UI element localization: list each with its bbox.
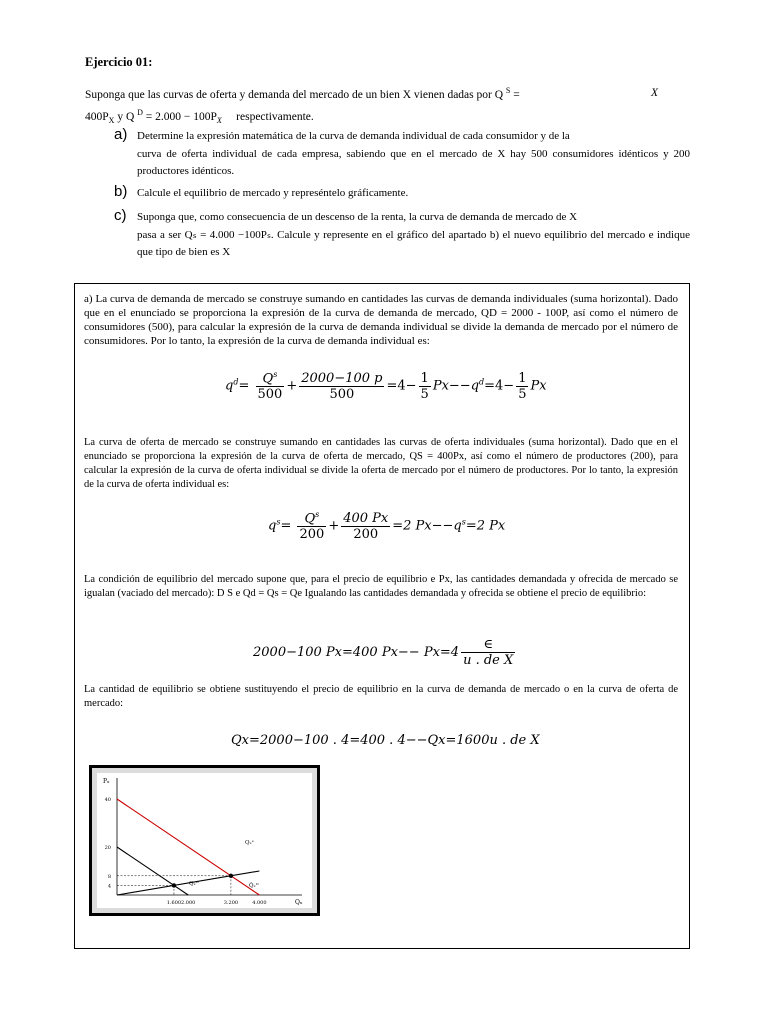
y-tick-label: 4	[107, 883, 111, 890]
x-tick-label: 4.000	[252, 900, 267, 906]
y-tick-label: 8	[107, 873, 111, 880]
intro-line-1: Suponga que las curvas de oferta y demanda del mercado de un bien X vienen dadas por Q $^S$ =	[85, 86, 520, 101]
equilibrium-point-0	[172, 883, 176, 887]
equilibrium-point-1	[229, 874, 233, 878]
series-label-0: Qₓˢ	[245, 840, 254, 846]
equation-equilibrium-price: 2000−100 Px=400 Px−− Px=4 $\frac{\in}{\text{u . de X}}$	[253, 637, 514, 668]
y-axis-label: Pₓ	[103, 778, 110, 785]
chart-svg	[97, 773, 312, 908]
answer-paragraph-4: La cantidad de equilibrio se obtiene sustituyendo el precio de equilibrio en la curva de demanda de mercado o en la curva de oferta de mercado:	[84, 684, 678, 709]
x-tick-label: 3.200	[223, 900, 239, 906]
exercise-title: Ejercicio 01:	[85, 55, 153, 69]
y-tick-label: 40	[104, 797, 111, 803]
y-tick-label: 20	[104, 845, 111, 851]
equation-individual-demand: $q^d=$ $\frac{Q^s}{500}$ + $\frac{2000-100 p}{500}$ =4− $\frac{1}{5}$ $Px--q^d=4-$ $\frac{1}{5}$ Px	[225, 370, 547, 403]
x-tick-label: 1.600	[166, 900, 182, 906]
answer-paragraph-1: a) La curva de demanda de mercado se construye sumando en cantidades las curvas de demanda individuales (suma horizontal). Dado que en el enunciado se proporciona la expresión de la curva de demanda de mercado, QD = 2000 - 100P, así como el número de consumidores (500), para calcular la expresión de la curva de demanda individual se divide la demanda de mercado por el número de consumidores. Por lo tanto, la expresión de la curva de demanda individual es:	[84, 293, 678, 347]
equation-equilibrium-quantity: Qx=2000−100 . 4=400 . 4−−Qx=1600u . de X	[231, 733, 540, 748]
series-label-2: Q̂ₓᴰ	[249, 883, 259, 889]
intro-line-2: $400P_X$ y Q $^D = 2.000 - 100P_X$ respectivamente.	[85, 107, 314, 125]
series-line-1	[117, 847, 188, 895]
x-tick-label: 2.000	[181, 900, 196, 906]
answer-paragraph-3: La condición de equilibrio del mercado supone que, para el precio de equilibrio e Px, las cantidades demandada y ofrecida de mercado se igualan (vaciado del mercado): D S e Qd = Qs = Qe Igualando las cantidades demandada y ofrecida se obtiene el precio de equilibrio:	[84, 574, 678, 599]
x-axis-label: Qₓ	[295, 899, 303, 906]
answer-paragraph-2: La curva de oferta de mercado se construye sumando en cantidades las curvas de oferta individuales (suma horizontal). Dado que en el enunciado se proporciona la expresión de la curva de oferta de mercado, QS = 400Px, así como el número de productores (200), para calcular la expresión de la curva de oferta individual se divide la oferta de mercado por el número de productores. Por lo tanto, la expresión de la curva de oferta individual es:	[84, 437, 678, 490]
x-annotation: X	[651, 87, 659, 99]
equation-individual-supply: $q^s=$ $\frac{Q^s}{200}$ + $\frac{400 Px}{200}$ =2 $Px--q^s=2$ Px	[268, 510, 506, 543]
market-chart	[89, 765, 320, 916]
series-label-1: Qₓᴰ	[189, 881, 199, 887]
exercise-intro	[85, 82, 705, 129]
